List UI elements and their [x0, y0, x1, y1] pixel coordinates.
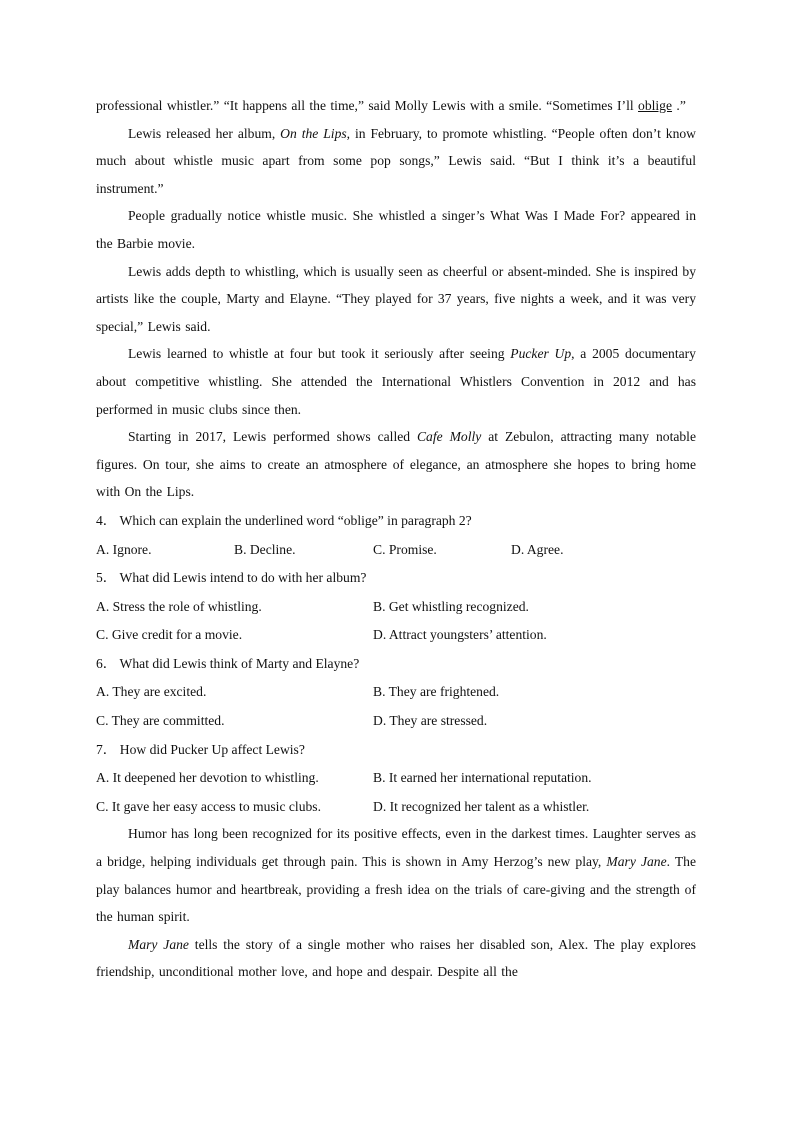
passage-c-paragraph-2 [96, 120, 696, 203]
passage-c-paragraph-6 [96, 423, 696, 506]
question-4-options [96, 536, 696, 564]
paragraph-text: at Zebulon, attracting many notable figures. On tour, she aims to create an atmosphere of elegance, an atmosphere she hopes to bring home with On the Lips. [96, 429, 696, 500]
question-7-options-row-1 [96, 764, 696, 792]
option-d: D. Attract youngsters’ attention. [373, 627, 547, 643]
option-b: B. Get whistling recognized. [373, 598, 529, 614]
option-a: A. They are excited. [96, 684, 207, 700]
option-b: B. It earned her international reputation. [373, 770, 592, 786]
paragraph-text: professional whistler.” “It happens all the time,” said Molly Lewis with a smile. “Sometimes I’ll [96, 98, 639, 113]
document-page [96, 92, 696, 986]
album-title: On the Lips [280, 125, 347, 141]
question-6-stem: 6． What did Lewis think of Marty and Elayne? [96, 655, 360, 671]
documentary-title: Pucker Up [510, 346, 572, 362]
paragraph-text: , in February, to promote whistling. “People often don’t know much about whistle music apart from some pop songs,” Lewis said. “But I think it’s a beautiful instrument.” [96, 125, 696, 196]
option-c: C. Give credit for a movie. [96, 627, 243, 643]
question-4-stem: 4． Which can explain the underlined word “oblige” in paragraph 2? [96, 512, 472, 528]
paragraph-text: Lewis learned to whistle at four but took it seriously after seeing [128, 346, 511, 362]
option-d: D. They are stressed. [373, 713, 488, 729]
question-6-options-row-2 [96, 707, 696, 735]
option-b: B. Decline. [234, 541, 296, 557]
option-c: C. They are committed. [96, 713, 225, 729]
passage-d-paragraph-1 [96, 820, 696, 930]
question-7-stem: 7． How did Pucker Up affect Lewis? [96, 741, 305, 757]
paragraph-text: Starting in 2017, Lewis performed shows called [128, 429, 417, 445]
paragraph-text: tells the story of a single mother who raises her disabled son, Alex. The play explores friendship, unconditional mother love, and hope and despair. Despite all the [96, 936, 696, 980]
option-b: B. They are frightened. [373, 684, 500, 700]
play-title: Mary Jane [128, 936, 189, 952]
paragraph-text: .” [672, 98, 686, 113]
question-7-options-row-2 [96, 793, 696, 821]
question-5-stem: 5． What did Lewis intend to do with her album? [96, 570, 367, 586]
paragraph-text: . The play balances humor and heartbreak, providing a fresh idea on the trials of care-giving and the strength of the human spirit. [96, 854, 696, 925]
option-c: C. Promise. [373, 541, 437, 557]
option-d: D. It recognized her talent as a whistler. [373, 798, 590, 814]
underlined-word-oblige: oblige [638, 98, 673, 113]
passage-d-paragraph-2 [96, 931, 696, 986]
paragraph-text: , a 2005 documentary about competitive whistling. She attended the International Whistlers Convention in 2012 and has performed in music clubs since then. [96, 346, 696, 417]
passage-c-paragraph-5 [96, 340, 696, 423]
option-d: D. Agree. [511, 541, 564, 557]
question-5-options-row-1 [96, 593, 696, 621]
passage-c-paragraph-4: Lewis adds depth to whistling, which is usually seen as cheerful or absent-minded. She is inspired by artists like the couple, Marty and Elayne. “They played for 37 years, five nights a week, and it was very special,” Lewis said. [96, 263, 696, 334]
passage-c-paragraph-1 [96, 92, 696, 120]
question-6-options-row-1 [96, 678, 696, 706]
option-c: C. It gave her easy access to music clubs. [96, 798, 321, 814]
option-a: A. Ignore. [96, 541, 152, 557]
question-5-options-row-2 [96, 621, 696, 649]
option-a: A. It deepened her devotion to whistling. [96, 770, 319, 786]
play-title: Mary Jane [606, 854, 667, 870]
passage-c-paragraph-3: People gradually notice whistle music. She whistled a singer’s What Was I Made For? appeared in the Barbie movie. [96, 208, 696, 251]
paragraph-text: Lewis released her album, [128, 125, 281, 141]
option-a: A. Stress the role of whistling. [96, 598, 262, 614]
paragraph-text: Humor has long been recognized for its positive effects, even in the darkest times. Laughter serves as a bridge, helping individuals get through pain. This is shown in Amy Herzog’s new play, [96, 826, 696, 870]
show-title: Cafe Molly [416, 429, 482, 445]
